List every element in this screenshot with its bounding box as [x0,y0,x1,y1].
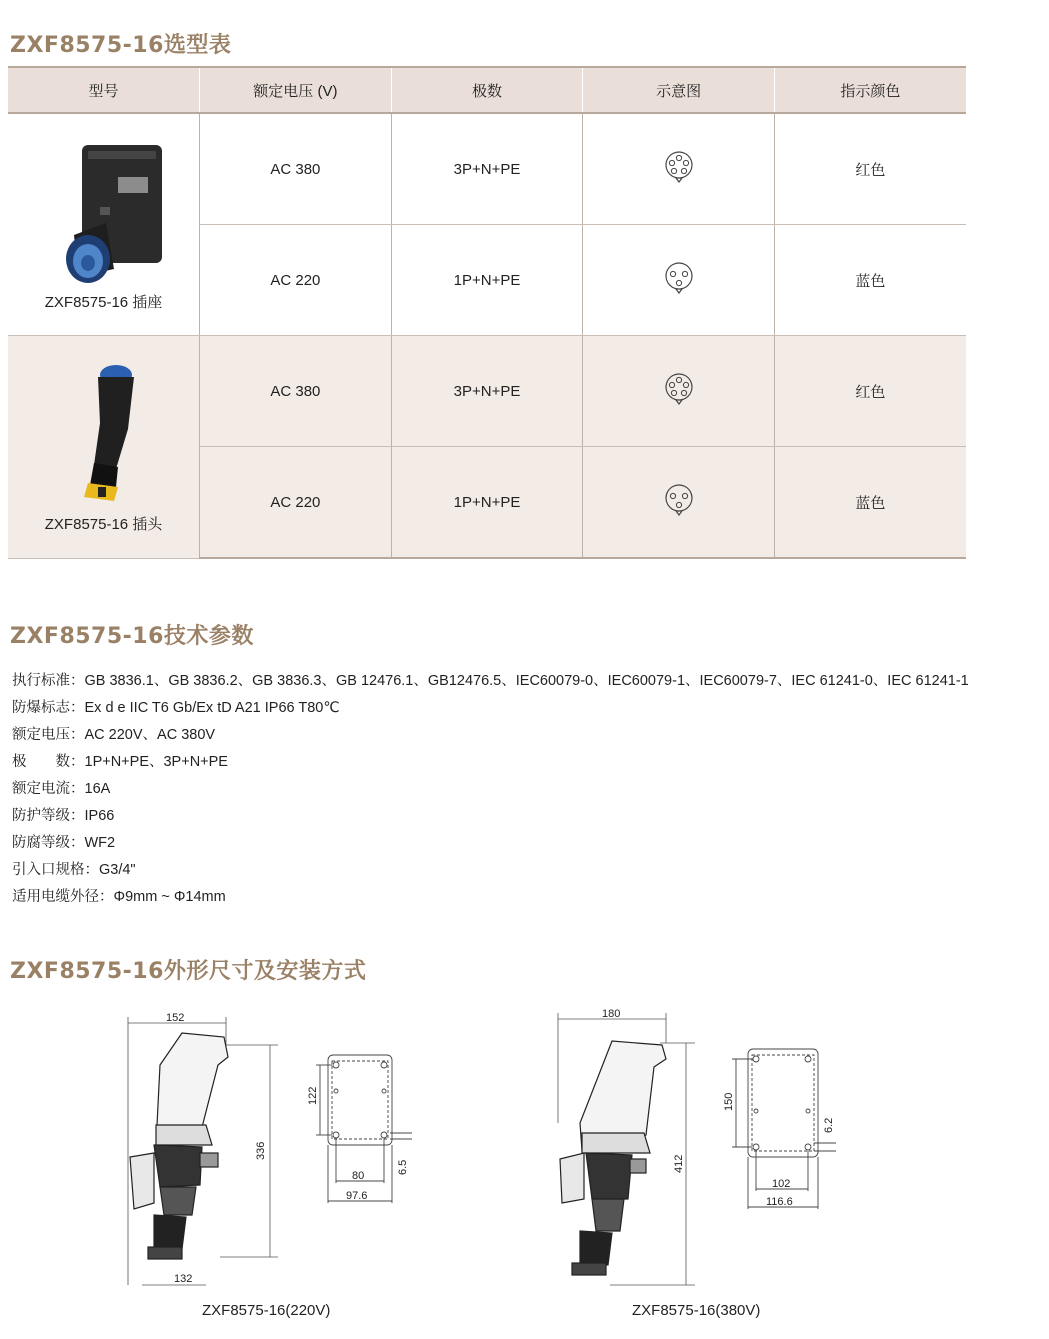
dim-mount-width: 102 [772,1178,791,1190]
diagram-cell [583,336,775,447]
caption-380v: ZXF8575-16(380V) [632,1302,761,1319]
spec-explosion-mark: 防爆标志：Ex d e IIC T6 Gb/Ex tD A21 IP66 T80℃ [12,700,340,716]
selection-table [8,66,966,559]
voltage-cell: AC 380 [200,336,392,447]
dim-width-top: 152 [166,1012,185,1024]
dim-hole-gap: 6.2 [823,1117,835,1133]
dimensions-title: ZXF8575-16外形尺寸及安装方式 [10,959,367,984]
header-diagram: 示意图 [583,67,775,113]
dim-mount-width: 80 [352,1170,365,1182]
dim-height: 336 [255,1141,267,1160]
table-header-row [8,67,966,113]
diagram-cell [583,113,775,225]
socket-product-image [44,137,164,287]
selection-table-title: ZXF8575-16选型表 [10,33,232,58]
model-cell-plug [8,336,200,559]
drawing-380v [550,1003,850,1293]
model-label-socket: ZXF8575-16 插座 [44,294,163,311]
dim-mount-width-outer: 116.6 [766,1196,793,1208]
spec-standards: 执行标准：GB 3836.1、GB 3836.2、GB 3836.3、GB 12476.1、GB12476.5、IEC60079-0、IEC60079-1、IEC60079-7、IEC 61241-0、IEC 61241-1 [12,673,969,689]
dim-mount-height: 122 [307,1086,319,1105]
five-pin-socket-icon [664,150,694,184]
dim-mount-height: 150 [723,1092,735,1111]
header-poles: 极数 [391,67,583,113]
spec-poles: 极 数：1P+N+PE、3P+N+PE [12,754,228,770]
diagram-cell [583,447,775,559]
spec-rated-voltage: 额定电压：AC 220V、AC 380V [12,727,216,743]
spec-protection-level: 防护等级：IP66 [12,808,115,824]
spec-cable-diameter: 适用电缆外径：Φ9mm ~ Φ14mm [12,889,226,905]
caption-220v: ZXF8575-16(220V) [202,1302,331,1319]
dim-height: 412 [673,1154,685,1173]
header-indicator-color: 指示颜色 [774,67,966,113]
specs-title: ZXF8575-16技术参数 [10,624,254,649]
three-pin-socket-icon [664,261,694,295]
spec-corrosion-level: 防腐等级：WF2 [12,835,116,851]
five-pin-socket-icon [664,372,694,406]
poles-cell: 3P+N+PE [391,336,583,447]
specs-list [12,668,969,911]
header-voltage: 额定电压 (V) [200,67,392,113]
dim-hole-gap: 6.5 [397,1159,409,1175]
voltage-cell: AC 220 [200,447,392,559]
table-row [8,336,966,447]
poles-cell: 3P+N+PE [391,113,583,225]
voltage-cell: AC 220 [200,225,392,336]
model-cell-socket [8,113,200,336]
table-row [8,113,966,225]
poles-cell: 1P+N+PE [391,447,583,559]
indicator-color-cell: 蓝色 [774,447,966,559]
spec-entry-thread: 引入口规格：G3/4" [12,862,136,878]
header-model: 型号 [8,67,200,113]
model-label-plug: ZXF8575-16 插头 [44,516,163,534]
diagram-cell [583,225,775,336]
dim-width-bottom: 132 [174,1273,193,1285]
voltage-cell: AC 380 [200,113,392,225]
three-pin-socket-icon [664,483,694,517]
drawing-220v [120,1005,430,1290]
indicator-color-cell: 红色 [774,336,966,447]
poles-cell: 1P+N+PE [391,225,583,336]
plug-product-image [54,359,154,509]
dim-mount-width-outer: 97.6 [346,1190,368,1202]
indicator-color-cell: 蓝色 [774,225,966,336]
dim-width-top: 180 [602,1008,621,1020]
indicator-color-cell: 红色 [774,113,966,225]
spec-rated-current: 额定电流：16A [12,781,111,797]
